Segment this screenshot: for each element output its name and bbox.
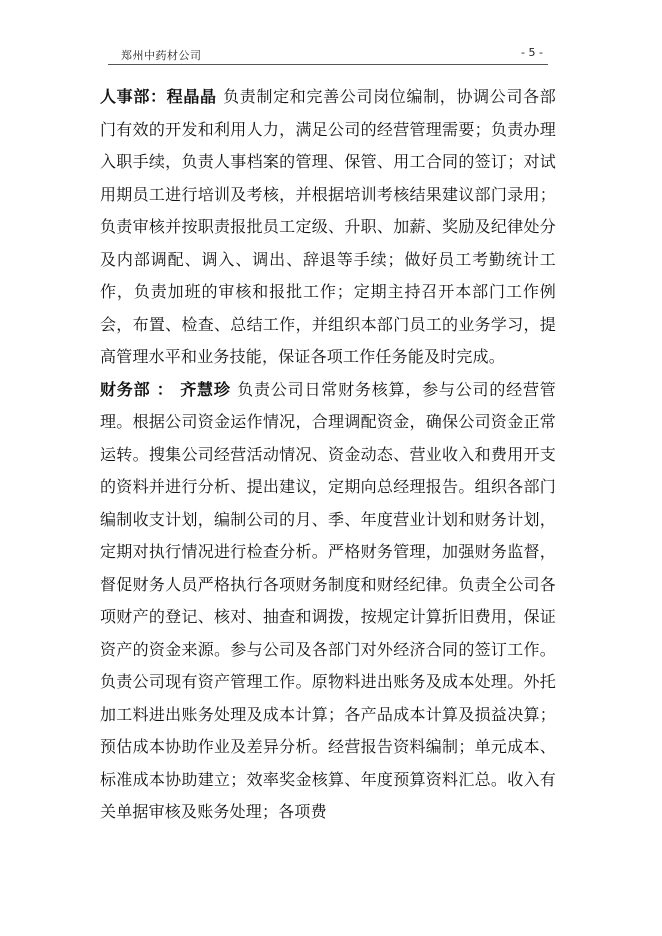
- section-finance-person: 齐慧珍: [179, 379, 231, 399]
- header-company-name: 郑州中药材公司: [121, 49, 202, 62]
- document-body: [100, 81, 556, 829]
- section-hr-text: 负责制定和完善公司岗位编制，协调公司各部门有效的开发和利用人力，满足公司的经营管理需要；负责办理入职手续，负责人事档案的管理、保管、用工合同的签订；对试用期员工进行培训及考核，并根据培训考核结果建议部门录用；负责审核并按职责报批员工定级、升职、加薪、奖励及纪律处分及内部调配、调入、调出、辞退等手续；做好员工考勤统计工作，负责加班的审核和报批工作；定期主持召开本部门工作例会，布置、检查、总结工作，并组织本部门员工的业务学习，提高管理水平和业务技能，保证各项工作任务能及时完成。: [100, 87, 556, 366]
- header-page-number: - 5 -: [521, 46, 543, 59]
- page-header: [0, 0, 662, 70]
- header-divider: [108, 64, 548, 65]
- section-hr-person: 程晶晶: [166, 87, 217, 106]
- section-hr-title: 人事部：: [100, 87, 167, 106]
- section-finance-department: [100, 374, 556, 829]
- section-finance-title: 财务部 ：: [100, 379, 174, 399]
- section-hr-department: [100, 81, 556, 374]
- section-finance-text: 负责公司日常财务核算，参与公司的经营管理。根据公司资金运作情况，合理调配资金，确保公司资金正常运转。搜集公司经营活动情况、资金动态、营业收入和费用开支的资料并进行分析、提出建议，定期向总经理报告。组织各部门编制收支计划，编制公司的月、季、年度营业计划和财务计划，定期对执行情况进行检查分析。严格财务管理，加强财务监督，督促财务人员严格执行各项财务制度和财经纪律。负责全公司各项财产的登记、核对、抽查和调拨，按规定计算折旧费用，保证资产的资金来源。参与公司及各部门对外经济合同的签订工作。负责公司现有资产管理工作。原物料进出账务及成本处理。外托加工料进出账务处理及成本计算；各产品成本计算及损益决算；预估成本协助作业及差异分析。经营报告资料编制；单元成本、标准成本协助建立；效率奖金核算、年度预算资料汇总。收入有关单据审核及账务处理；各项费: [100, 379, 556, 821]
